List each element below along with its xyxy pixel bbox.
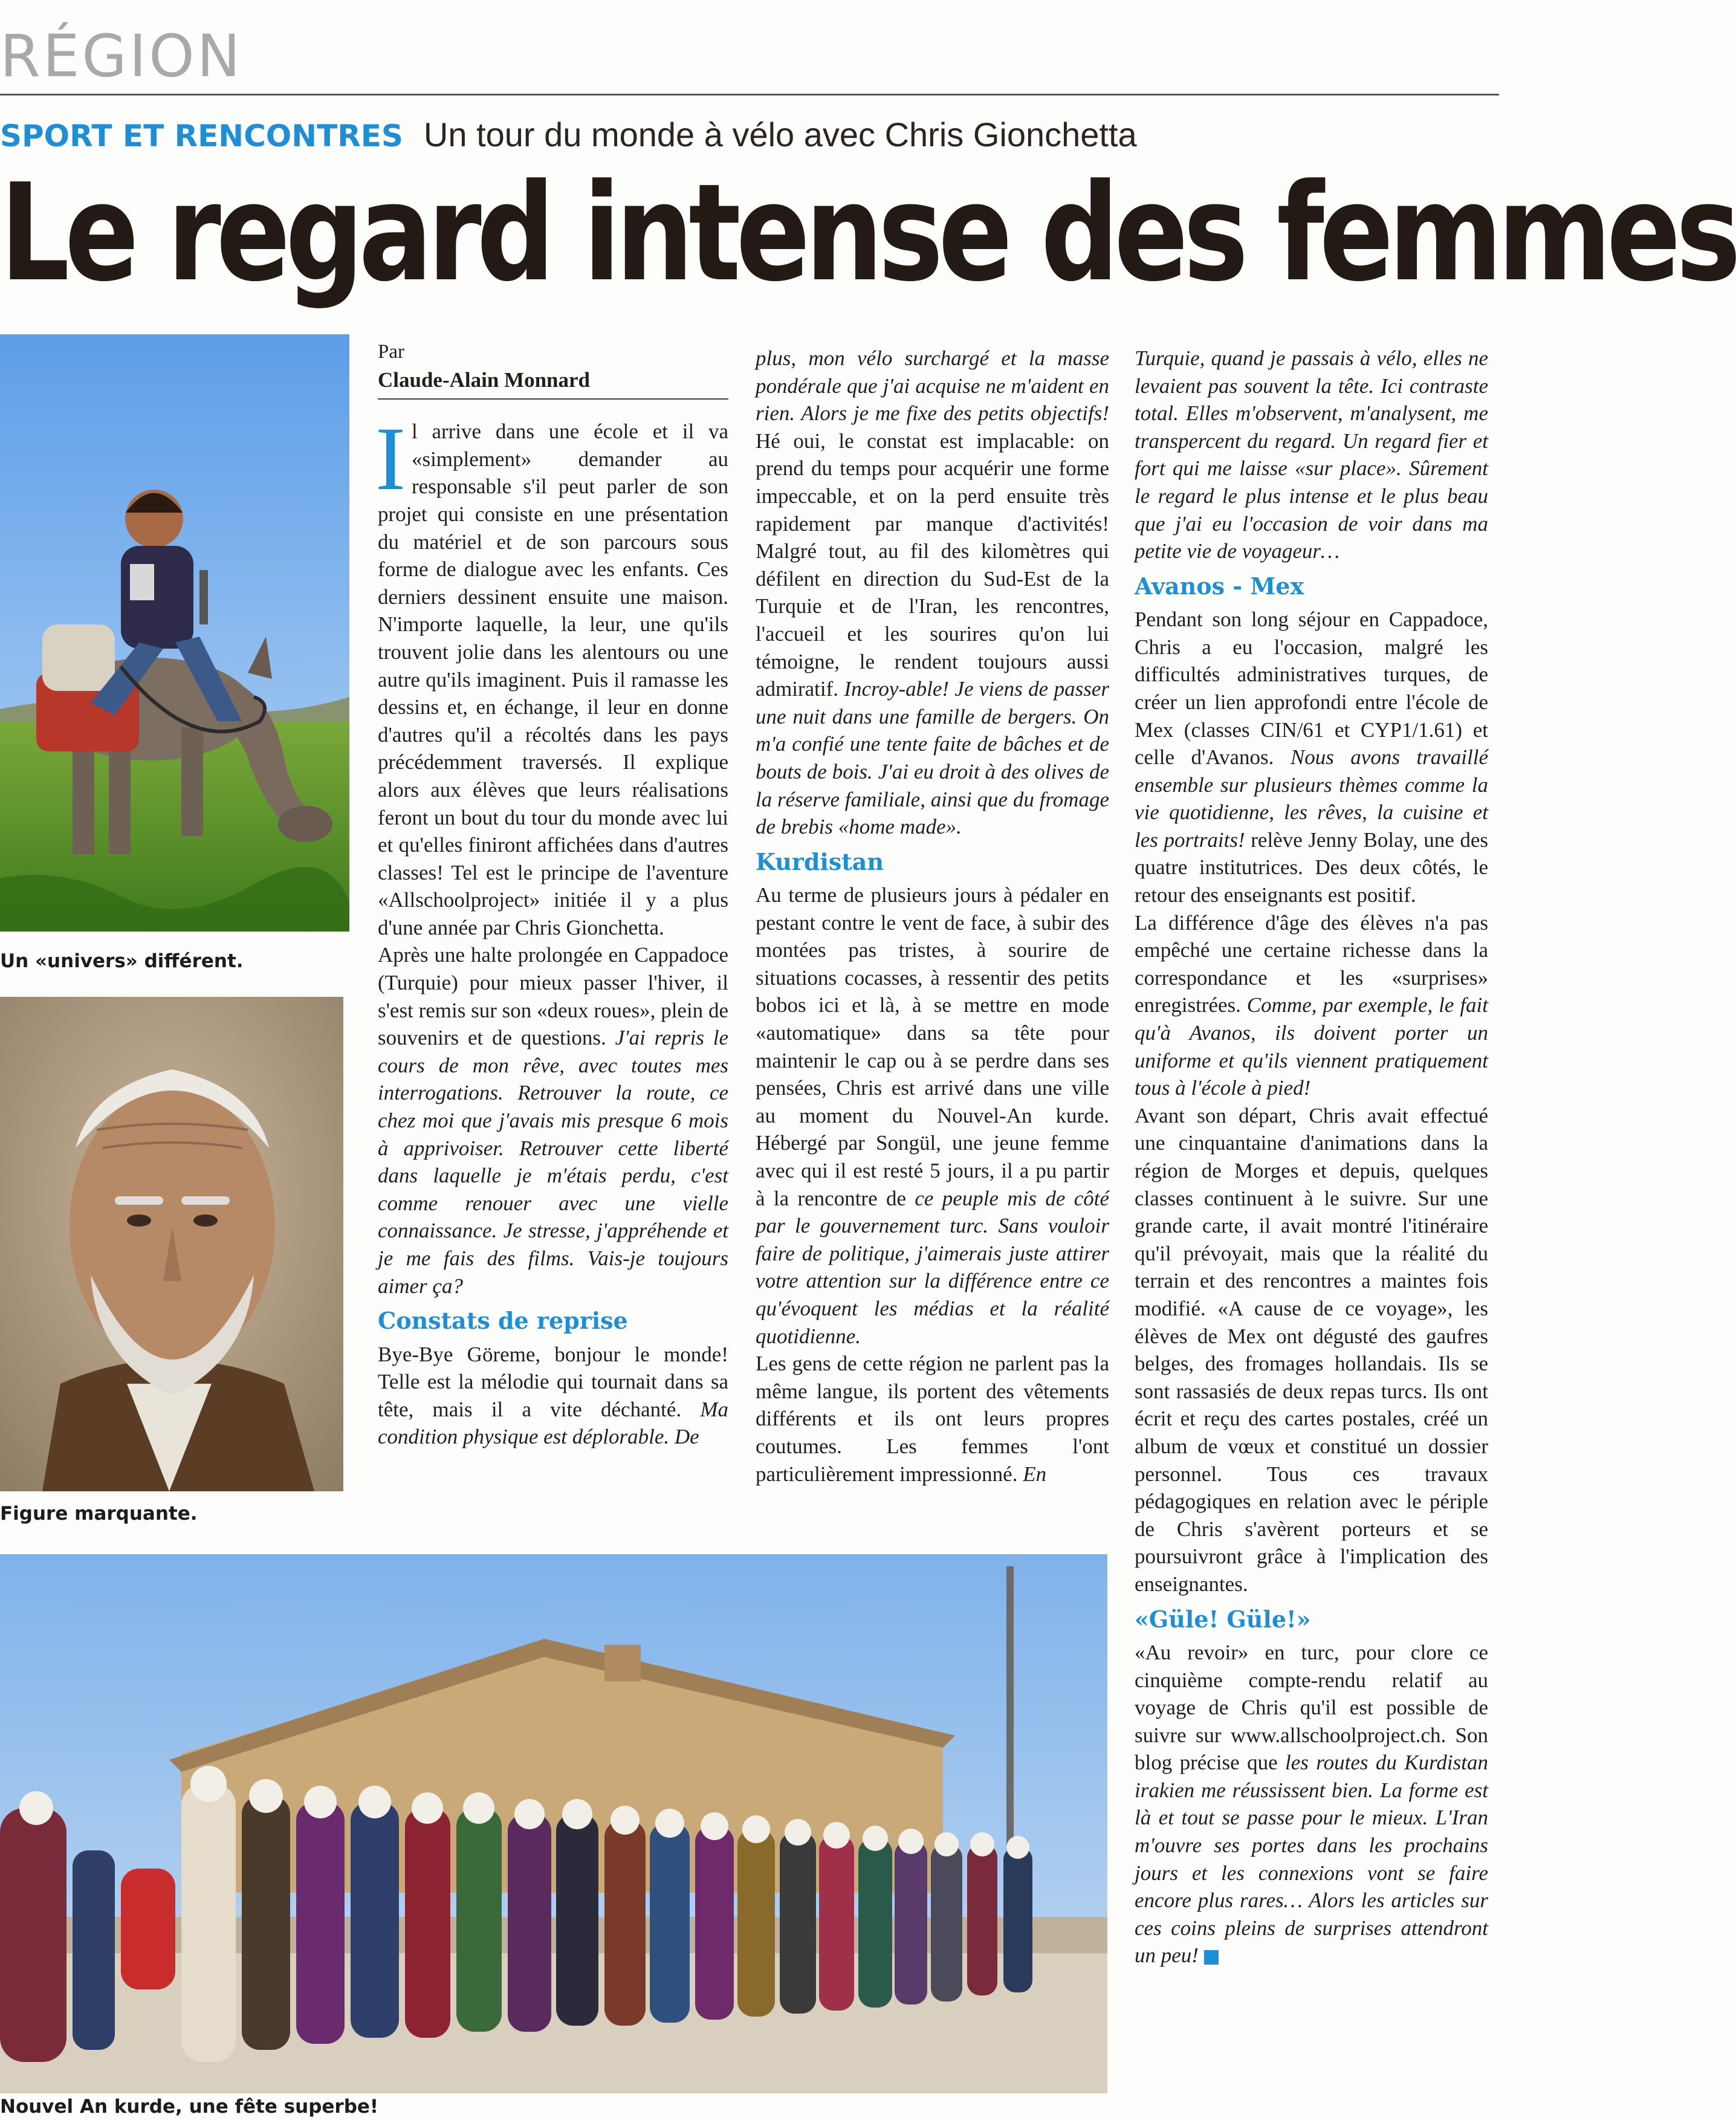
- dropcap: I: [375, 409, 406, 510]
- subheading-constats: Constats de reprise: [378, 1307, 628, 1335]
- paragraph-difference: [1135, 909, 1488, 1102]
- article-column-3: [1135, 345, 1488, 1969]
- subheading-avanos-mex: Avanos - Mex: [1135, 572, 1304, 600]
- kicker: SPORT ET RENCONTRES: [0, 118, 403, 154]
- end-mark-icon: [1204, 1950, 1219, 1965]
- subheading-gule-gule: «Güle! Güle!»: [1135, 1605, 1311, 1633]
- section-rule: [0, 94, 1499, 96]
- photo-kurdish-new-year-image: [0, 1554, 1107, 2093]
- paragraph-au-revoir: [1135, 1639, 1488, 1969]
- text: relève Jenny Bolay, une des quatre institutrices. Des deux côtés, le retour des enseignants est positif.: [1135, 828, 1488, 907]
- byline-rule: [378, 398, 728, 400]
- photo-old-man-image: [0, 997, 343, 1491]
- photo-boy-on-donkey: [0, 334, 349, 932]
- paragraph-regard: [1135, 345, 1488, 565]
- text: Après une halte prolongée en Cappadoce (Turquie) pour mieux passer l'hiver, il s'est remis sur son «deux roues», plein de souvenirs et de questions.: [378, 943, 728, 1050]
- quote: plus, mon vélo surchargé et la masse pondérale que j'ai acquise ne m'aident en rien. Alors je me fixe des petits objectifs!: [756, 346, 1109, 426]
- kicker-row: [0, 115, 1137, 154]
- byline-prefix: Par: [378, 341, 404, 363]
- caption-photo-3: Nouvel An kurde, une fête superbe!: [0, 2096, 379, 2118]
- text: Pendant son long séjour en Cappadoce, Chris a eu l'occasion, malgré les difficultés administratives turques, de créer un lien approfondi entre l'école de Mex (classes CIN/61 et CYP1/1.61) et celle d'Avanos.: [1135, 608, 1488, 770]
- text: La différence d'âge des élèves n'a pas empêché une certaine richesse dans la correspondance et les «surprises» enregistrées.: [1135, 910, 1488, 1017]
- text: Hé oui, le constat est implacable: on prend du temps pour acquérir une forme impeccable, et on la perd ensuite très rapidement par manque d'activités! Malgré tout, au fil des kilomètres qui défilent en direction du Sud-Est de la Turquie et de l'Iran, les rencontres, l'accueil et les sourires qu'on lui témoigne, le rendent toujours aussi admiratif.: [756, 429, 1109, 701]
- paragraph-avanos: [1135, 606, 1488, 909]
- intro-text: l arrive dans une école et il va «simplement» demander au responsable s'il peut parler de son projet qui consiste en une présentation du matériel et de son parcours sous forme de dialogue avec les enfants. Ces derniers dessinent ensuite une maison. N'importe laquelle, la leur, une qu'ils trouvent jolie dans les alentours ou une autre qu'ils imaginent. Puis il ramasse les dessins et, en échange, il leur en donne d'autres qu'il a récoltés dans les pays précédemment traversés. Il explique alors aux élèves que leurs réalisations feront un bout du tour du monde avec lui et qu'elles finiront affichées dans d'autres classes! Tel est le principe de l'aventure «Allschoolproject» initiée il y a plus d'une année par Chris Gionchetta.: [378, 420, 728, 939]
- quote: Ma condition physique est déplorable. De: [378, 1397, 728, 1449]
- photo-old-man: [0, 997, 343, 1491]
- paragraph-forme: [756, 345, 1109, 841]
- paragraph-kurdistan: [756, 881, 1109, 1350]
- quote: ce peuple mis de côté par le gouvernement turc. Sans vouloir faire de politique, j'aimerais juste attirer votre attention sur la différence entre ce qu'évoquent les médias et la réalité quotidienne.: [756, 1186, 1110, 1348]
- photo-boy-on-donkey-image: [0, 334, 349, 932]
- section-label: RÉGION: [0, 22, 243, 90]
- quote: Turquie, quand je passais à vélo, elles ne levaient pas souvent la tête. Ici contraste total. Elles m'observent, m'analysent, me transpercent du regard. Un regard fier et fort qui me laisse «sur place». Sûrement le regard le plus intense et le plus beau que j'ai eu l'occasion de voir dans ma petite vie de voyageur…: [1135, 346, 1488, 563]
- headline: Le regard intense des femmes: [0, 155, 1736, 311]
- caption-photo-2: Figure marquante.: [0, 1503, 198, 1525]
- quote: Comme, par exemple, le fait qu'à Avanos, ils doivent porter un uniforme et qu'ils viennent pratiquement tous à l'école à pied!: [1135, 993, 1489, 1100]
- paragraph-depart: [1135, 1102, 1488, 1598]
- text: Avant son départ, Chris avait effectué une cinquantaine d'animations dans la région de Morges et depuis, quelques classes continuent à le suivre. Sur une grande carte, il avait montré l'itinéraire qu'il prévoyait, mais que la réalité du terrain et des rencontres a maintes fois modifié. «A cause de ce voyage», les élèves de Mex ont dégusté des gaufres belges, des fromages hollandais. Ils se sont rassasiés de deux repas turcs. Ils ont écrit et reçu des cartes postales, créé un album de vœux et constitué un dossier personnel. Tous ces travaux pédagogiques en relation avec le périple de Chris s'avèrent porteurs et se poursuivront grâce à l'implication des enseignantes.: [1135, 1103, 1488, 1596]
- quote: Incroy-able! Je viens de passer une nuit dans une famille de bergers. On m'a confié une tente faite de bâches et de bouts de bois. J'ai eu droit à des olives de la réserve familiale, ainsi que du fromage de brebis «home made».: [756, 677, 1110, 839]
- paragraph-intro: [375, 409, 728, 941]
- paragraph-femmes: [756, 1350, 1109, 1488]
- quote: les routes du Kurdistan irakien me réussissent bien. La forme est là et tout se passe pour le mieux. L'Iran m'ouvre ses portes dans les prochains jours et les connexions vont se faire encore plus rares… Alors les articles sur ces coins pleins de surprises attendront un peu!: [1135, 1751, 1488, 1968]
- subheading-kurdistan: Kurdistan: [756, 848, 884, 875]
- quote: J'ai repris le cours de mon rêve, avec toutes mes interrogations. Retrouver la route, ce chez moi que j'avais mis presque 6 mois à apprivoiser. Retrouver cette liberté dans laquelle je m'étais perdu, c'est comme renouer avec une vielle connaissance. Je stresse, j'appréhende et je me fais des films. Vais-je toujours aimer ça?: [378, 1026, 728, 1298]
- subhead: Un tour du monde à vélo avec Chris Gionchetta: [423, 115, 1137, 154]
- photo-kurdish-new-year: [0, 1554, 1107, 2093]
- paragraph-goreme: [378, 1341, 728, 1451]
- text: «Au revoir» en turc, pour clore ce cinquième compte-rendu relatif au voyage de Chris qu'il est possible de suivre sur www.allschoolproject.ch. Son blog précise que: [1135, 1640, 1488, 1775]
- article-column-1: [375, 339, 728, 1451]
- text: Au terme de plusieurs jours à pédaler en pestant contre le vent de face, à subir des montées pas tristes, à sourire de situations cocasses, à ressentir des petits bobos ici et là, à se mettre en mode «automatique» dans sa tête pour maintenir le cap ou à se perdre dans ses pensées, Chris est arrivé dans une ville au moment du Nouvel-An kurde. Hébergé par Songül, une jeune femme avec qui il est resté 5 jours, il a pu partir à la rencontre de: [756, 883, 1109, 1210]
- byline-author: Claude-Alain Monnard: [378, 368, 591, 392]
- article-column-2: [756, 345, 1109, 1488]
- quote: En: [1023, 1462, 1047, 1486]
- paragraph-cappadoce: [378, 941, 728, 1300]
- caption-photo-1: Un «univers» différent.: [0, 950, 244, 972]
- quote: Nous avons travaillé ensemble sur plusieurs thèmes comme la vie quotidienne, les rêves, la cuisine et les portraits!: [1135, 745, 1488, 852]
- text: Les gens de cette région ne parlent pas la même langue, ils portent des vêtements différents et ils ont leurs propres coutumes. Les femmes l'ont particulièrement impressionné.: [756, 1352, 1109, 1486]
- text: Bye-Bye Göreme, bonjour le monde! Telle est la mélodie qui tournait dans sa tête, mais il a vite déchanté.: [378, 1342, 728, 1421]
